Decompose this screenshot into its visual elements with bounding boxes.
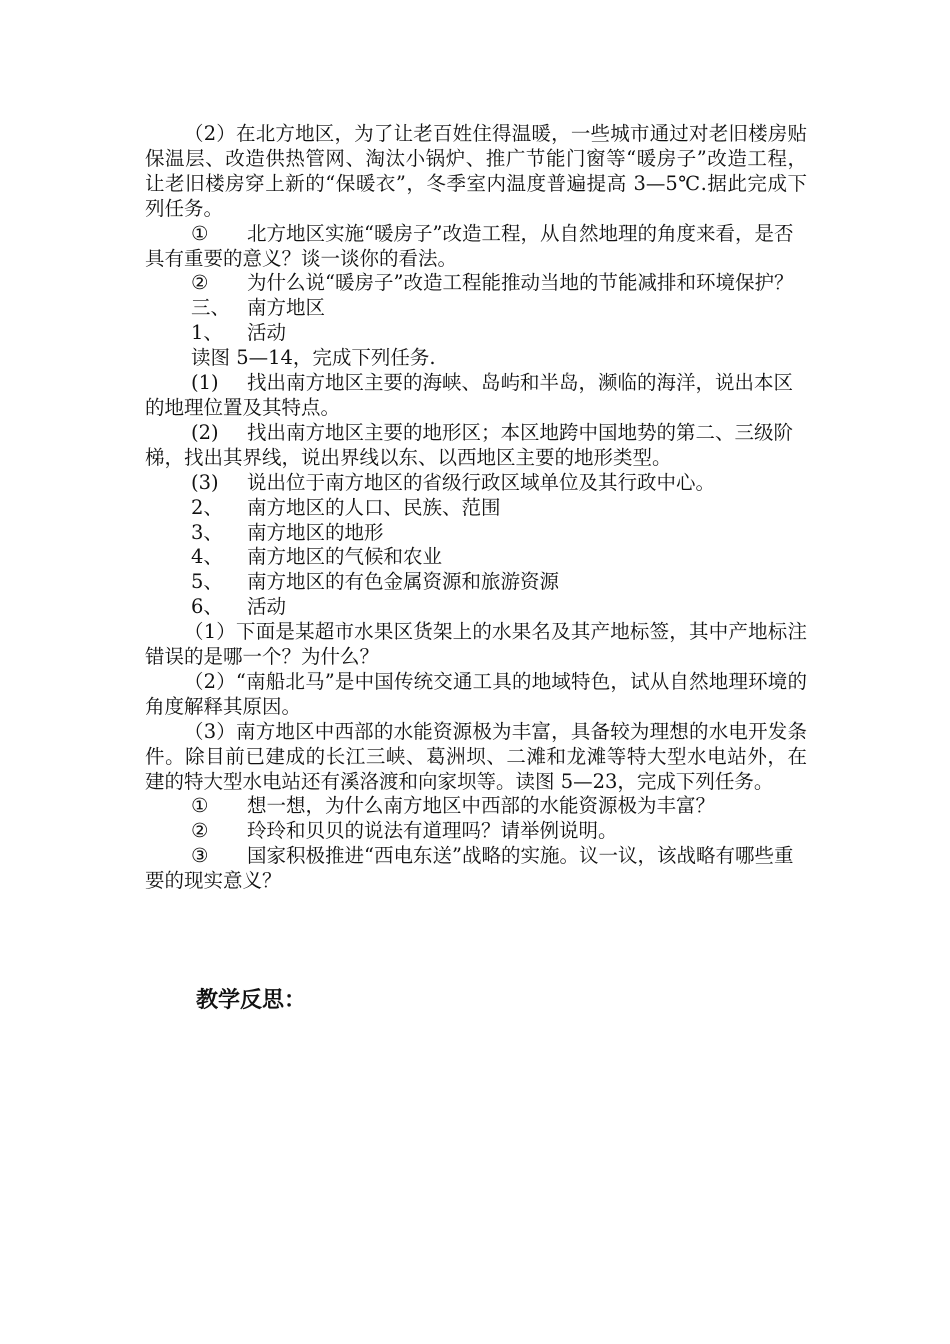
subsection-title: 活动 bbox=[247, 595, 287, 619]
paragraph-fruit-labels: （1）下面是某超市水果区货架上的水果名及其产地标签，其中产地标注错误的是哪一个？为什么？ bbox=[145, 620, 807, 669]
subsection-title: 南方地区的有色金属资源和旅游资源 bbox=[247, 570, 560, 594]
teaching-reflection-heading: 教学反思： bbox=[196, 988, 307, 1013]
question-item bbox=[145, 794, 807, 819]
list-marker: 2、 bbox=[191, 495, 223, 519]
list-marker: 4、 bbox=[191, 545, 223, 569]
list-marker: 3、 bbox=[191, 520, 223, 544]
subsection-heading bbox=[145, 496, 807, 521]
reading-instruction: 读图 5—14，完成下列任务. bbox=[191, 346, 436, 370]
task-text: 找出南方地区主要的海峡、岛屿和半岛，濒临的海洋，说出本区的地理位置及其特点。 bbox=[145, 371, 794, 419]
subsection-heading bbox=[145, 321, 807, 346]
question-item bbox=[145, 819, 807, 844]
document-body bbox=[145, 122, 807, 894]
question-item bbox=[145, 844, 807, 894]
subsection-heading bbox=[145, 545, 807, 570]
subsection-title: 南方地区的人口、民族、范围 bbox=[247, 495, 501, 519]
list-marker: (1) bbox=[191, 371, 219, 395]
question-item bbox=[145, 222, 807, 272]
question-item bbox=[145, 271, 807, 296]
question-text: 想一想，为什么南方地区中西部的水能资源极为丰富？ bbox=[247, 794, 716, 818]
subsection-title: 南方地区的气候和农业 bbox=[247, 545, 443, 569]
task-text: 找出南方地区主要的地形区；本区地跨中国地势的第二、三级阶梯，找出其界线，说出界线以东、以西地区主要的地形类型。 bbox=[145, 420, 794, 469]
task-item bbox=[145, 471, 807, 496]
question-text: 玲玲和贝贝的说法有道理吗？请举例说明。 bbox=[247, 819, 618, 843]
list-marker: ① bbox=[191, 794, 209, 818]
paragraph-boats-horses: （2）“南船北马”是中国传统交通工具的地域特色，试从自然地理环境的角度解释其原因。 bbox=[145, 669, 807, 718]
section-title: 南方地区 bbox=[247, 296, 326, 320]
subsection-title: 活动 bbox=[247, 321, 287, 345]
task-item bbox=[145, 421, 807, 471]
task-item bbox=[145, 371, 807, 421]
list-marker: 三、 bbox=[191, 296, 231, 320]
subsection-heading bbox=[145, 521, 807, 546]
list-marker: (2) bbox=[191, 420, 219, 444]
list-marker: ① bbox=[191, 221, 209, 245]
paragraph-heating-intro: （2）在北方地区，为了让老百姓住得温暖，一些城市通过对老旧楼房贴保温层、改造供热管网、淘汰小锅炉、推广节能门窗等“暖房子”改造工程，让老旧楼房穿上新的“保暖衣”，冬季室内温度普遍提高 3—5℃.据此完成下列任务。 bbox=[145, 122, 807, 220]
task-text: 说出位于南方地区的省级行政区域单位及其行政中心。 bbox=[247, 470, 716, 494]
list-marker: 6、 bbox=[191, 595, 223, 619]
subsection-heading bbox=[145, 570, 807, 595]
list-marker: 5、 bbox=[191, 570, 223, 594]
list-marker: 1、 bbox=[191, 321, 223, 345]
paragraph-hydropower: （3）南方地区中西部的水能资源极为丰富，具备较为理想的水电开发条件。除目前已建成的长江三峡、葛洲坝、二滩和龙滩等特大型水电站外，在建的特大型水电站还有溪洛渡和向家坝等。读图 5—23，完成下列任务。 bbox=[145, 719, 807, 793]
subsection-title: 南方地区的地形 bbox=[247, 520, 384, 544]
question-text: 国家积极推进“西电东送”战略的实施。议一议，该战略有哪些重要的现实意义？ bbox=[145, 844, 794, 893]
question-text: 为什么说“暖房子”改造工程能推动当地的节能减排和环境保护？ bbox=[247, 271, 794, 295]
section-heading bbox=[145, 296, 807, 321]
list-marker: ② bbox=[191, 819, 209, 843]
list-marker: ② bbox=[191, 271, 209, 295]
subsection-heading bbox=[145, 595, 807, 620]
question-text: 北方地区实施“暖房子”改造工程，从自然地理的角度来看，是否具有重要的意义？谈一谈你的看法。 bbox=[145, 221, 794, 270]
list-marker: ③ bbox=[191, 844, 209, 868]
list-marker: (3) bbox=[191, 470, 219, 494]
